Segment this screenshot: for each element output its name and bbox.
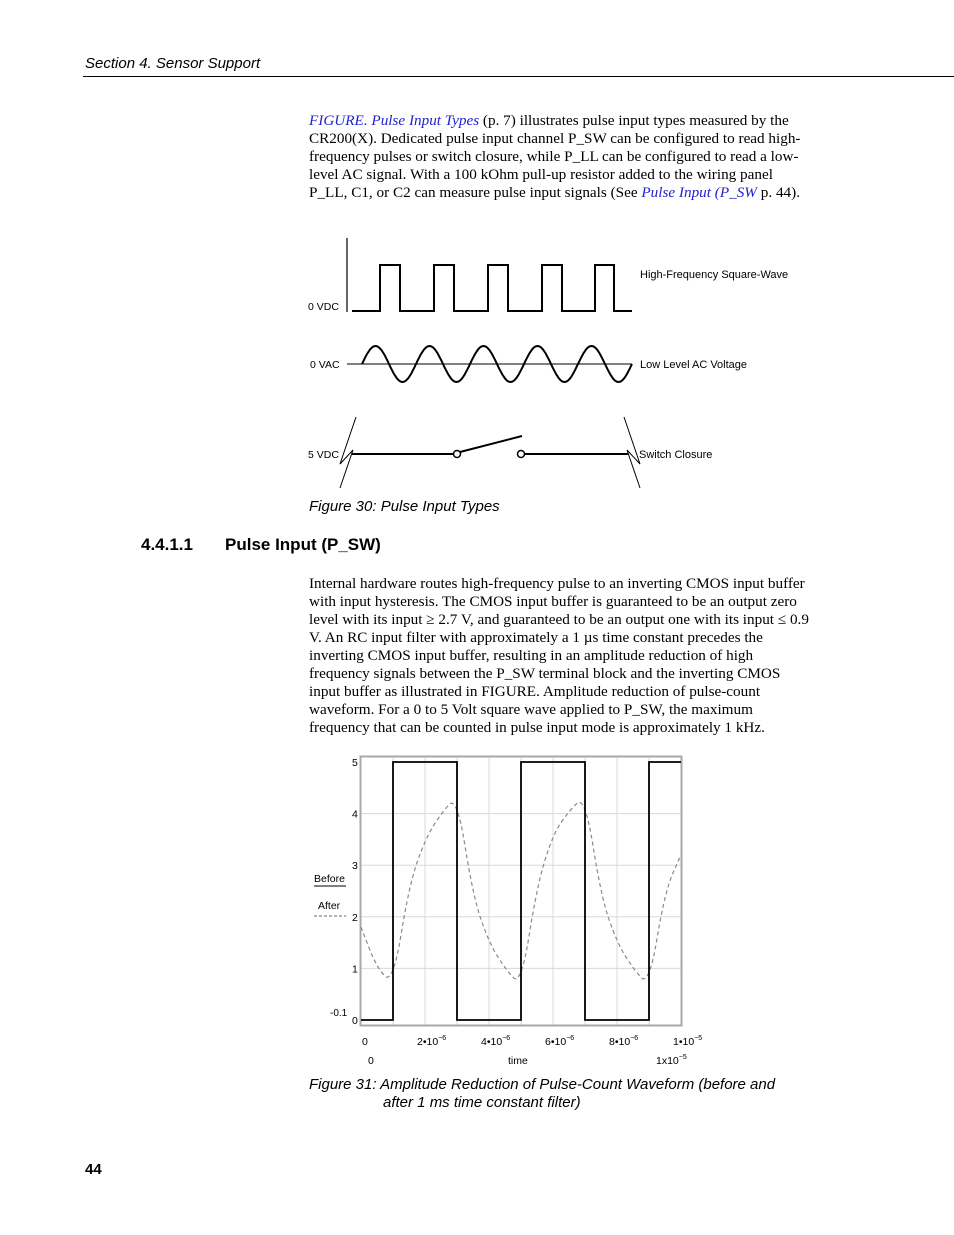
- figure-31-caption: [309, 1076, 775, 1112]
- figure-31-caption-line1: Figure 31: Amplitude Reduction of Pulse-Count Waveform (before and: [309, 1076, 776, 1093]
- x-tick-label: $4•10^{-6}$: [481, 1035, 511, 1048]
- label-5vdc: 5 VDC: [308, 449, 339, 461]
- label-0vac: 0 VAC: [310, 359, 340, 371]
- legend-before-label: Before: [314, 873, 345, 885]
- break-mark-left: [340, 417, 356, 488]
- x-tick-label: $6•10^{-6}$: [545, 1035, 575, 1048]
- page-header: Section 4. Sensor Support: [85, 55, 261, 72]
- header-rule: [83, 76, 954, 77]
- x-range-max-exp: −5: [678, 1054, 687, 1061]
- x-range-max: [656, 1054, 687, 1067]
- break-mark-right: [624, 417, 640, 488]
- intro-paragraph: [309, 112, 814, 202]
- switch-contact-right: [518, 451, 525, 458]
- intro-text-2: p. 44).: [756, 184, 800, 201]
- amplitude-reduction-chart: [300, 748, 720, 1070]
- y-tick-label: 0: [352, 1015, 358, 1027]
- x-range-min: 0: [368, 1055, 374, 1067]
- square-wave: [352, 265, 632, 311]
- x-range-max-base: 1x10: [656, 1055, 679, 1067]
- section-heading: [141, 535, 381, 555]
- heading-title: Pulse Input (P_SW): [225, 535, 381, 554]
- x-tick-label: 0: [362, 1036, 368, 1048]
- switch-lever: [460, 436, 522, 452]
- heading-number: 4.4.1.1: [141, 535, 193, 554]
- pulse-input-link[interactable]: Pulse Input (P_SW: [641, 184, 757, 201]
- y-tick-label: 4: [352, 808, 358, 821]
- x-tick-label: $1•10^{-5}$: [673, 1035, 703, 1048]
- label-square-wave: High-Frequency Square-Wave: [640, 269, 789, 281]
- switch-contact-left: [454, 451, 461, 458]
- y-tick-labels: [352, 757, 358, 1027]
- pulse-input-text: Internal hardware routes high-frequency pulse to an inverting CMOS input buffer with input hysteresis. The CMOS input buffer is guaranteed to be an output zero level with its input ≥ 2.7 V, and guaranteed to be an output one with its input ≤ 0.9 V. An RC input filter with approximately a 1 µs time constant precedes the inverting CMOS input buffer, resulting in an amplitude reduction of high frequency signals between the P_SW terminal block and the inverting CMOS input buffer as illustrated in FIGURE. Amplitude reduction of pulse-count waveform. For a 0 to 5 Volt square wave applied to P_SW, the maximum frequency that can be counted in pulse input mode is approximately 1 kHz.: [309, 575, 809, 736]
- y-tick-label: 2: [352, 911, 358, 924]
- legend-after-label: After: [318, 900, 341, 912]
- x-axis-label: time: [508, 1055, 528, 1067]
- x-tick-labels: [362, 1035, 702, 1048]
- label-switch-closure: Switch Closure: [639, 449, 713, 461]
- pulse-input-paragraph: [309, 575, 814, 737]
- x-tick-label: $2•10^{-6}$: [417, 1035, 447, 1048]
- label-ac-voltage: Low Level AC Voltage: [640, 359, 748, 371]
- intro-text-1: (p. 7) illustrates pulse input types measured by the CR200(X). Dedicated pulse input channel P_SW can be configured to read high- frequency pulses or switch closure, while P_LL can be configured to read a low-level AC signal. With a 100 kOhm pull-up resistor added to the wiring panel P_LL, C1, or C2 can measure pulse input signals (See: [309, 112, 801, 201]
- y-tick-label: 3: [352, 860, 358, 873]
- figure-31-caption-line2: after 1 ms time constant filter): [383, 1094, 581, 1111]
- y-tick-label: 5: [352, 757, 358, 769]
- x-tick-label: $8•10^{-6}$: [609, 1035, 639, 1048]
- page-number: 44: [85, 1161, 102, 1178]
- figure-link[interactable]: FIGURE. Pulse Input Types: [309, 112, 480, 129]
- pulse-input-types-figure: [300, 232, 800, 494]
- label-0vdc: 0 VDC: [308, 301, 339, 313]
- y-min-label: -0.1: [330, 1008, 348, 1019]
- y-tick-label: 1: [352, 963, 358, 976]
- figure-30-caption: Figure 30: Pulse Input Types: [309, 498, 500, 515]
